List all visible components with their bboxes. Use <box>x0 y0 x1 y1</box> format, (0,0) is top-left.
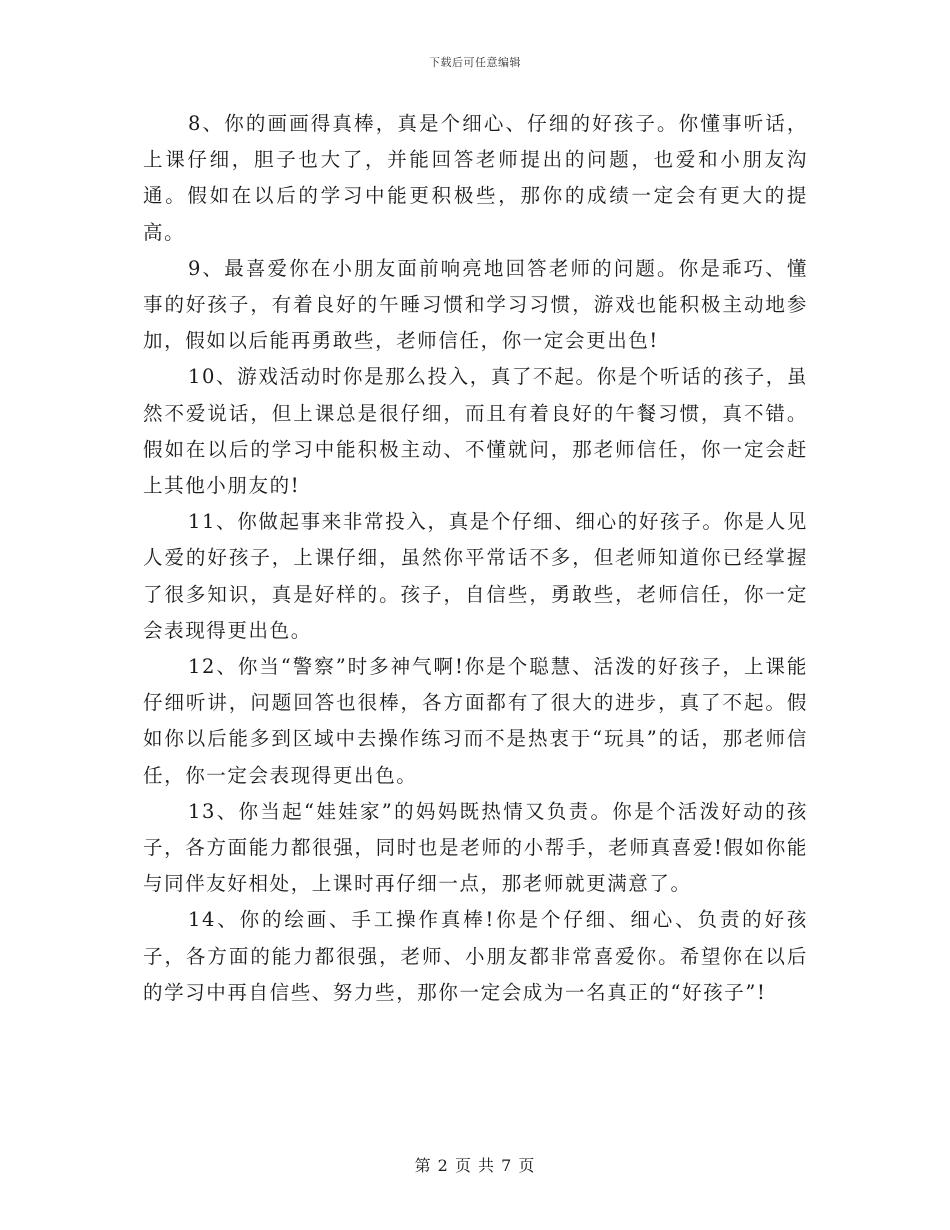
footer-suffix: 页 <box>518 1156 536 1175</box>
paragraph-8: 8、你的画画得真棒，真是个细心、仔细的好孩子。你懂事听话，上课仔细，胆子也大了，并能回答老师提出的问题，也爱和小朋友沟通。假如在以后的学习中能更积极些，那你的成绩一定会有更大的提高。 <box>143 112 808 244</box>
page-header-note: 下载后可任意编辑 <box>429 56 521 69</box>
document-body <box>143 106 808 1011</box>
paragraph-10: 10、游戏活动时你是那么投入，真了不起。你是个听话的孩子，虽然不爱说话，但上课总是很仔细，而且有着良好的午餐习惯，真不错。假如在以后的学习中能积极主动、不懂就问，那老师信任，你一定会赶上其他小朋友的! <box>143 365 808 498</box>
paragraph-9: 9、最喜爱你在小朋友面前响亮地回答老师的问题。你是乖巧、懂事的好孩子，有着良好的午睡习惯和学习习惯，游戏也能积极主动地参加，假如以后能再勇敢些，老师信任，你一定会更出色! <box>143 256 808 353</box>
footer-current-page: 2 <box>437 1156 449 1175</box>
paragraph-12: 12、你当“警察”时多神气啊!你是个聪慧、活泼的好孩子，上课能仔细听讲，问题回答也很棒，各方面都有了很大的进步，真了不起。假如你以后能多到区域中去操作练习而不是热衷于“玩具”的话，那老师信任，你一定会表现得更出色。 <box>143 655 808 787</box>
paragraph-13: 13、你当起“娃娃家”的妈妈既热情又负责。你是个活泼好动的孩子，各方面能力都很强，同时也是老师的小帮手，老师真喜爱!假如你能与同伴友好相处，上课时再仔细一点，那老师就更满意了。 <box>143 799 808 896</box>
footer-total-pages: 7 <box>501 1156 513 1175</box>
paragraph-11: 11、你做起事来非常投入，真是个仔细、细心的好孩子。你是人见人爱的好孩子，上课仔细，虽然你平常话不多，但老师知道你已经掌握了很多知识，真是好样的。孩子，自信些，勇敢些，老师信任，你一定会表现得更出色。 <box>143 510 808 642</box>
page-number-footer <box>0 1153 950 1176</box>
footer-middle: 页 共 <box>454 1156 496 1175</box>
paragraph-14: 14、你的绘画、手工操作真棒!你是个仔细、细心、负责的好孩子，各方面的能力都很强，老师、小朋友都非常喜爱你。希望你在以后的学习中再自信些、努力些，那你一定会成为一名真正的“好孩子”! <box>143 908 808 1004</box>
footer-prefix: 第 <box>414 1156 432 1175</box>
